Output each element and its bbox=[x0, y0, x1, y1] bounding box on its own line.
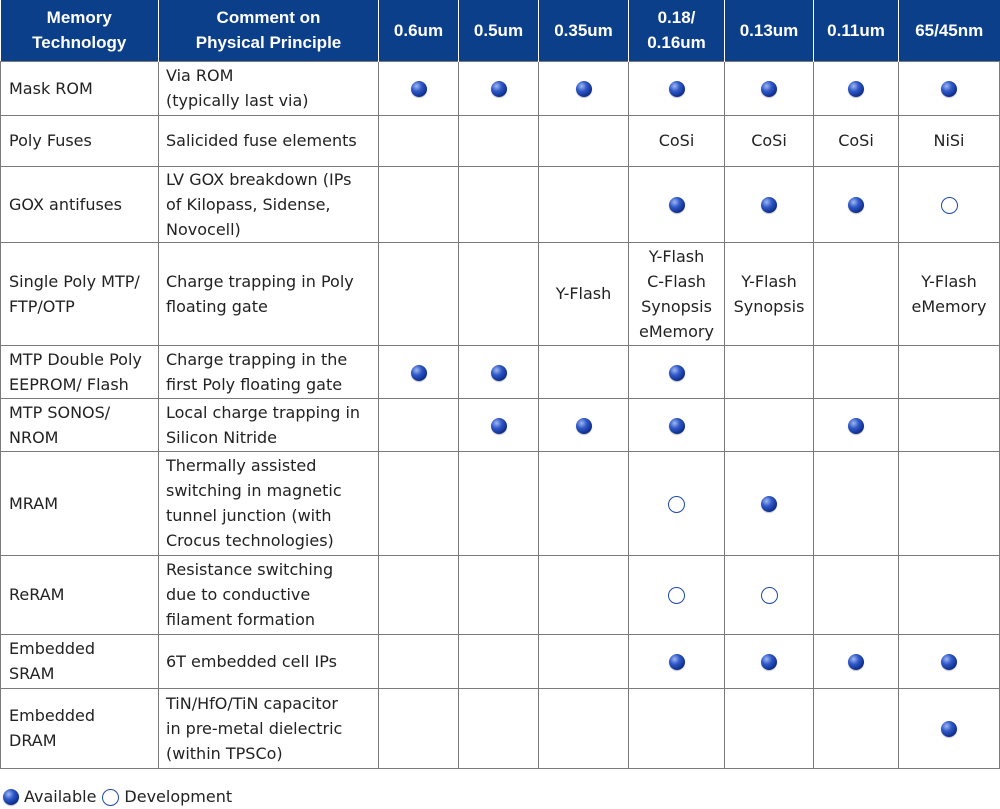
node-cell bbox=[725, 688, 814, 768]
node-cell bbox=[629, 61, 725, 115]
node-cell bbox=[539, 345, 629, 398]
development-circle-icon bbox=[941, 197, 958, 214]
available-dot-icon bbox=[848, 654, 864, 670]
node-cell bbox=[539, 451, 629, 555]
node-cell bbox=[814, 345, 899, 398]
table-row bbox=[1, 634, 1000, 688]
node-cell bbox=[379, 555, 459, 634]
physical-principle-cell: Via ROM (typically last via) bbox=[159, 61, 379, 115]
node-cell bbox=[379, 115, 459, 166]
node-cell bbox=[629, 634, 725, 688]
physical-principle-cell: Local charge trapping in Silicon Nitride bbox=[159, 398, 379, 451]
node-cell bbox=[629, 688, 725, 768]
node-cell bbox=[814, 688, 899, 768]
header-physical-principle: Comment on Physical Principle bbox=[159, 0, 379, 61]
physical-principle-cell: Charge trapping in the first Poly floating gate bbox=[159, 345, 379, 398]
node-cell bbox=[459, 166, 539, 242]
table-row bbox=[1, 345, 1000, 398]
node-cell bbox=[459, 555, 539, 634]
memory-technology-cell: MTP SONOS/ NROM bbox=[1, 398, 159, 451]
memory-technology-cell: ReRAM bbox=[1, 555, 159, 634]
table-row bbox=[1, 555, 1000, 634]
header-node-0-18-0-16um: 0.18/ 0.16um bbox=[629, 0, 725, 61]
node-cell bbox=[725, 166, 814, 242]
node-cell bbox=[539, 115, 629, 166]
table-row bbox=[1, 61, 1000, 115]
node-cell bbox=[539, 634, 629, 688]
node-cell bbox=[459, 398, 539, 451]
physical-principle-cell: TiN/HfO/TiN capacitor in pre-metal dielectric (within TPSCo) bbox=[159, 688, 379, 768]
available-dot-icon bbox=[761, 496, 777, 512]
memory-technology-cell: Single Poly MTP/ FTP/OTP bbox=[1, 242, 159, 345]
node-cell bbox=[539, 166, 629, 242]
node-cell bbox=[379, 688, 459, 768]
node-cell bbox=[814, 115, 899, 166]
memory-technology-cell: GOX antifuses bbox=[1, 166, 159, 242]
memory-technology-cell: MRAM bbox=[1, 451, 159, 555]
available-dot-icon bbox=[669, 365, 685, 381]
node-cell bbox=[459, 61, 539, 115]
node-cell bbox=[629, 345, 725, 398]
node-cell-text: Y-Flash C-Flash Synopsis eMemory bbox=[639, 246, 714, 341]
header-node-0-11um: 0.11um bbox=[814, 0, 899, 61]
available-dot-icon bbox=[941, 721, 957, 737]
node-cell bbox=[379, 166, 459, 242]
node-cell bbox=[899, 398, 1000, 451]
node-cell bbox=[725, 451, 814, 555]
table-row bbox=[1, 398, 1000, 451]
node-cell bbox=[629, 398, 725, 451]
node-cell bbox=[899, 634, 1000, 688]
node-cell bbox=[899, 345, 1000, 398]
node-cell bbox=[725, 555, 814, 634]
node-cell bbox=[899, 166, 1000, 242]
memory-technology-cell: Embedded SRAM bbox=[1, 634, 159, 688]
node-cell bbox=[379, 398, 459, 451]
header-node-0-35um: 0.35um bbox=[539, 0, 629, 61]
table-row bbox=[1, 166, 1000, 242]
available-dot-icon bbox=[3, 789, 19, 805]
node-cell bbox=[629, 242, 725, 345]
table-row bbox=[1, 688, 1000, 768]
available-dot-icon bbox=[669, 418, 685, 434]
node-cell bbox=[539, 398, 629, 451]
node-cell bbox=[629, 115, 725, 166]
memory-technology-cell: Embedded DRAM bbox=[1, 688, 159, 768]
node-cell bbox=[629, 166, 725, 242]
memory-technology-cell: Poly Fuses bbox=[1, 115, 159, 166]
node-cell bbox=[379, 634, 459, 688]
available-dot-icon bbox=[761, 81, 777, 97]
node-cell bbox=[539, 242, 629, 345]
node-cell bbox=[725, 242, 814, 345]
table-row bbox=[1, 115, 1000, 166]
available-dot-icon bbox=[491, 81, 507, 97]
physical-principle-cell: Salicided fuse elements bbox=[159, 115, 379, 166]
node-cell-text: CoSi bbox=[658, 131, 695, 150]
node-cell bbox=[899, 451, 1000, 555]
header-node-0-13um: 0.13um bbox=[725, 0, 814, 61]
node-cell bbox=[814, 61, 899, 115]
memory-technology-cell: Mask ROM bbox=[1, 61, 159, 115]
node-cell bbox=[725, 634, 814, 688]
node-cell-text: Y-Flash eMemory bbox=[911, 271, 987, 316]
available-dot-icon bbox=[848, 81, 864, 97]
available-dot-icon bbox=[848, 418, 864, 434]
physical-principle-cell: Charge trapping in Poly floating gate bbox=[159, 242, 379, 345]
node-cell bbox=[814, 555, 899, 634]
node-cell-text: NiSi bbox=[933, 131, 965, 150]
available-dot-icon bbox=[761, 654, 777, 670]
available-dot-icon bbox=[848, 197, 864, 213]
table-row bbox=[1, 451, 1000, 555]
legend bbox=[3, 787, 238, 807]
node-cell bbox=[539, 555, 629, 634]
physical-principle-cell: Resistance switching due to conductive filament formation bbox=[159, 555, 379, 634]
node-cell bbox=[899, 555, 1000, 634]
node-cell-text: Y-Flash bbox=[555, 284, 612, 303]
available-dot-icon bbox=[669, 197, 685, 213]
node-cell bbox=[379, 451, 459, 555]
node-cell bbox=[539, 688, 629, 768]
node-cell bbox=[814, 634, 899, 688]
available-dot-icon bbox=[669, 81, 685, 97]
node-cell bbox=[459, 688, 539, 768]
header-node-65-45nm: 65/45nm bbox=[899, 0, 1000, 61]
node-cell bbox=[814, 166, 899, 242]
header-node-0-5um: 0.5um bbox=[459, 0, 539, 61]
table-header-row bbox=[1, 0, 1000, 61]
node-cell bbox=[814, 242, 899, 345]
development-circle-icon bbox=[668, 587, 685, 604]
available-dot-icon bbox=[411, 365, 427, 381]
available-dot-icon bbox=[576, 81, 592, 97]
memory-technology-cell: MTP Double Poly EEPROM/ Flash bbox=[1, 345, 159, 398]
available-dot-icon bbox=[491, 418, 507, 434]
node-cell bbox=[539, 61, 629, 115]
node-cell bbox=[899, 61, 1000, 115]
node-cell bbox=[459, 115, 539, 166]
node-cell bbox=[629, 451, 725, 555]
physical-principle-cell: 6T embedded cell IPs bbox=[159, 634, 379, 688]
development-circle-icon bbox=[102, 789, 119, 806]
node-cell bbox=[379, 242, 459, 345]
node-cell bbox=[725, 61, 814, 115]
available-dot-icon bbox=[941, 654, 957, 670]
header-memory-technology: Memory Technology bbox=[1, 0, 159, 61]
node-cell bbox=[459, 451, 539, 555]
node-cell bbox=[725, 398, 814, 451]
available-dot-icon bbox=[411, 81, 427, 97]
available-dot-icon bbox=[491, 365, 507, 381]
node-cell bbox=[725, 115, 814, 166]
physical-principle-cell: Thermally assisted switching in magnetic tunnel junction (with Crocus technologies) bbox=[159, 451, 379, 555]
node-cell bbox=[459, 634, 539, 688]
legend-available-label: Available bbox=[24, 787, 97, 806]
available-dot-icon bbox=[576, 418, 592, 434]
node-cell-text: CoSi bbox=[838, 131, 874, 150]
node-cell-text: CoSi bbox=[751, 131, 787, 150]
available-dot-icon bbox=[669, 654, 685, 670]
node-cell bbox=[899, 115, 1000, 166]
header-node-0-6um: 0.6um bbox=[379, 0, 459, 61]
table-row bbox=[1, 242, 1000, 345]
node-cell bbox=[899, 242, 1000, 345]
node-cell bbox=[725, 345, 814, 398]
table-body bbox=[1, 61, 1000, 768]
development-circle-icon bbox=[761, 587, 778, 604]
available-dot-icon bbox=[941, 81, 957, 97]
available-dot-icon bbox=[761, 197, 777, 213]
node-cell bbox=[379, 345, 459, 398]
node-cell bbox=[629, 555, 725, 634]
node-cell-text: Y-Flash Synopsis bbox=[733, 271, 805, 316]
node-cell bbox=[459, 242, 539, 345]
node-cell bbox=[459, 345, 539, 398]
node-cell bbox=[899, 688, 1000, 768]
node-cell bbox=[379, 61, 459, 115]
legend-development-label: Development bbox=[124, 787, 233, 806]
development-circle-icon bbox=[668, 496, 685, 513]
node-cell bbox=[814, 451, 899, 555]
node-cell bbox=[814, 398, 899, 451]
physical-principle-cell: LV GOX breakdown (IPs of Kilopass, Sidense, Novocell) bbox=[159, 166, 379, 242]
